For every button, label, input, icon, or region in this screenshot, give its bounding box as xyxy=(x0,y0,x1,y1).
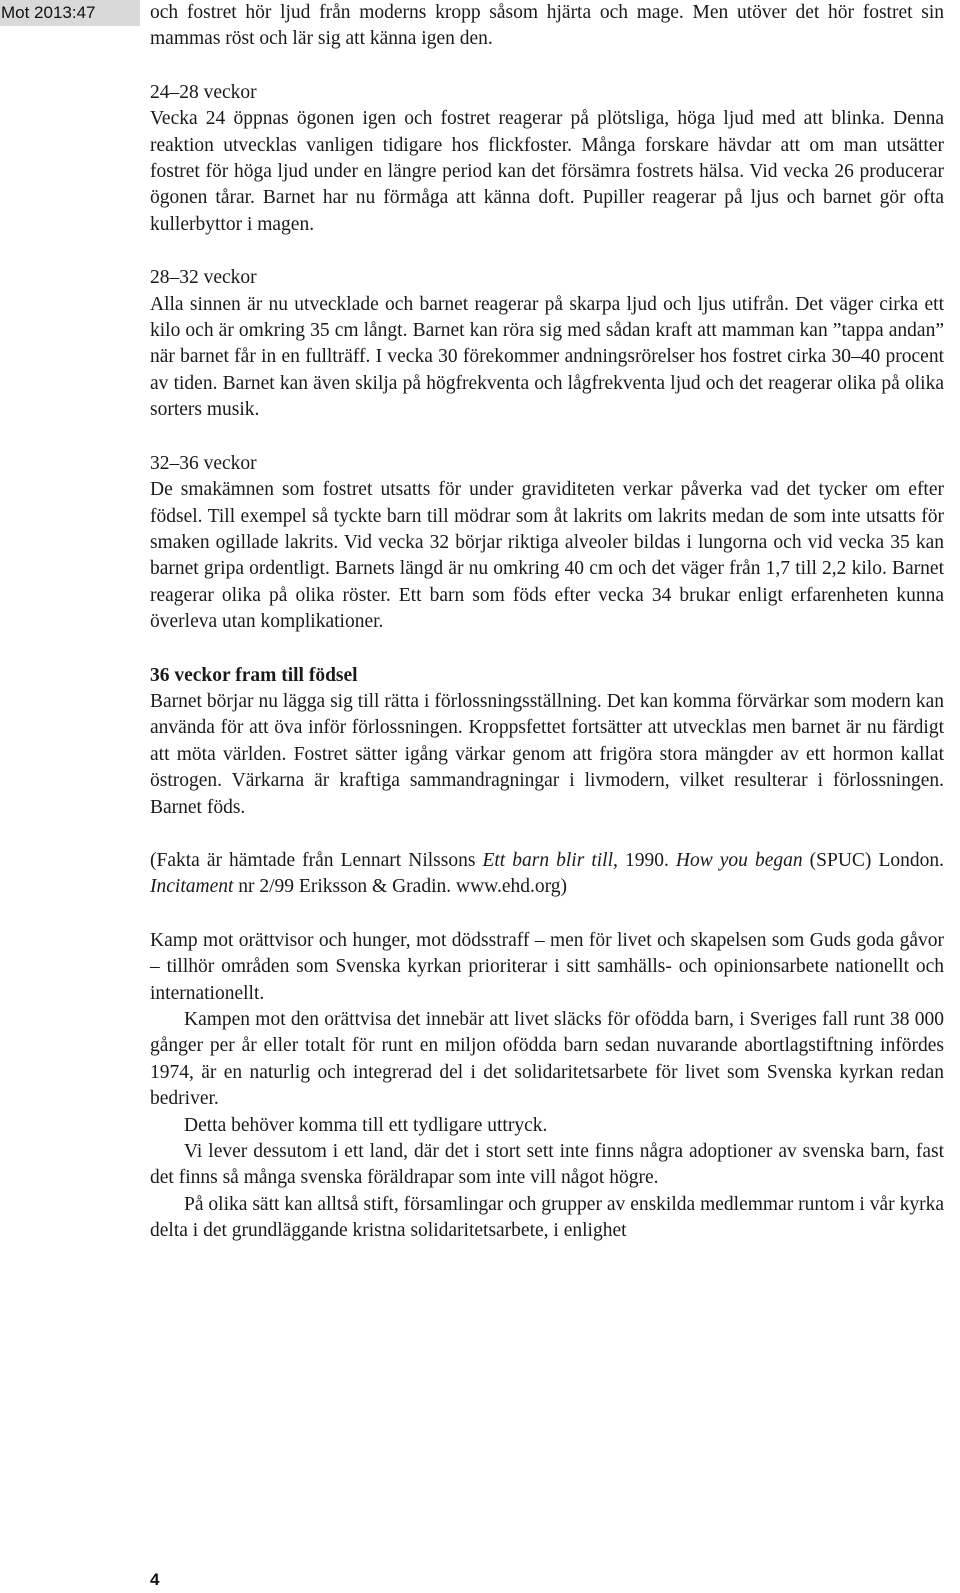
source-citation: (Fakta är hämtade från Lennart Nilssons Ett barn blir till, 1990. How you began (SPUC) London. Incitament nr 2/99 Eriksson & Gradin. www.ehd.org) xyxy=(150,849,944,898)
section-text: Alla sinnen är nu utvecklade och barnet reagerar på skarpa ljud och ljus utifrån. Det väger cirka ett kilo och är omkring 35 cm långt. Barnet kan röra sig med sådan kraft att mamman kan ”tappa andan” när barnet får in en fullträff. I vecka 30 förekommer andningsrörelser hos fostret cirka 30–40 procent av tiden. Barnet kan även skilja på högfrekventa och lågfrekventa ljud och det reagerar olika på olika sorters musik. xyxy=(150,293,944,421)
section-28-32 xyxy=(150,265,944,423)
closing-paragraph: På olika sätt kan alltså stift, församlingar och grupper av enskilda medlemmar runtom i vår kyrka delta i det grundläggande kristna solidaritetsarbete, i enlighet xyxy=(150,1193,944,1242)
section-32-36 xyxy=(150,451,944,636)
closing-paragraph: Vi lever dessutom i ett land, där det i stort sett inte finns några adoptioner av svenska barn, fast det finns så många svenska föräldrapar som inte vill något högre. xyxy=(150,1141,944,1189)
section-heading: 24–28 veckor xyxy=(150,81,257,103)
closing-paragraph: Kampen mot den orättvisa det innebär att livet släcks för ofödda barn, i Sveriges fall runt 38 000 gånger per år eller totalt för runt en miljon ofödda barn sedan nuvarande abortlagstiftning infördes 1974, är en naturlig och integrerad del i det solidaritetsarbete för livet som Svenska kyrkan redan bedriver. xyxy=(150,1009,944,1110)
document-reference-label: Mot 2013:47 xyxy=(0,0,140,26)
page-number: 4 xyxy=(150,1570,160,1589)
section-heading: 28–32 veckor xyxy=(150,267,257,289)
section-heading: 36 veckor fram till födsel xyxy=(150,664,358,686)
section-text: Vecka 24 öppnas ögonen igen och fostret reagerar på plötsliga, höga ljud med att blinka. Denna reaktion utvecklas vanligen tidigare hos flickfoster. Många forskare hävdar att om man utsätter fostret för höga ljud under en längre period kan det försämra fostrets hälsa. Vid vecka 26 producerar ögonen tårar. Barnet har nu förmåga att känna doft. Pupiller reagerar på ljus och barnet gör ofta kullerbyttor i magen. xyxy=(150,108,944,235)
intro-paragraph: och fostret hör ljud från moderns kropp såsom hjärta och mage. Men utöver det hör fostret sin mammas röst och lär sig att känna igen den. xyxy=(150,2,944,50)
section-24-28 xyxy=(150,80,944,238)
closing-paragraph: Kamp mot orättvisor och hunger, mot dödsstraff – men för livet och skapelsen som Guds goda gåvor – tillhör områden som Svenska kyrkan prioriterar i sitt samhälls- och opinionsarbete nationellt och internationellt. xyxy=(150,929,944,1004)
closing-paragraph: Detta behöver komma till ett tydligare uttryck. xyxy=(184,1114,548,1136)
section-heading: 32–36 veckor xyxy=(150,452,257,474)
section-36-birth xyxy=(150,663,944,821)
document-page xyxy=(150,0,944,1245)
section-text: De smakämnen som fostret utsatts för under graviditeten verkar påverka vad det tycker om efter födsel. Till exempel så tyckte barn till mödrar som åt lakrits om lakrits medan de som inte utsatts för smaken ogillade lakrits. Vid vecka 32 börjar riktiga alveoler bildas i lungorna och vid vecka 35 kan barnet gripa ordentligt. Barnets längd är nu omkring 40 cm och det väger från 1,7 till 2,2 kilo. Barnet reagerar olika på olika röster. Ett barn som föds efter vecka 34 brukar enligt erfarenheten kunna överleva utan komplikationer. xyxy=(150,479,944,633)
section-text: Barnet börjar nu lägga sig till rätta i förlossningsställning. Det kan komma förvärkar som modern kan använda för att öva inför förlossningen. Kroppsfettet fortsätter att utvecklas men barnet är nu färdigt att möta världen. Fostret sätter igång värkar genom att frigöra stora mängder av ett hormon kallat östrogen. Värkarna är kraftiga sammandragningar i livmodern, vilket resulterar i förlossningen. Barnet föds. xyxy=(150,690,944,818)
